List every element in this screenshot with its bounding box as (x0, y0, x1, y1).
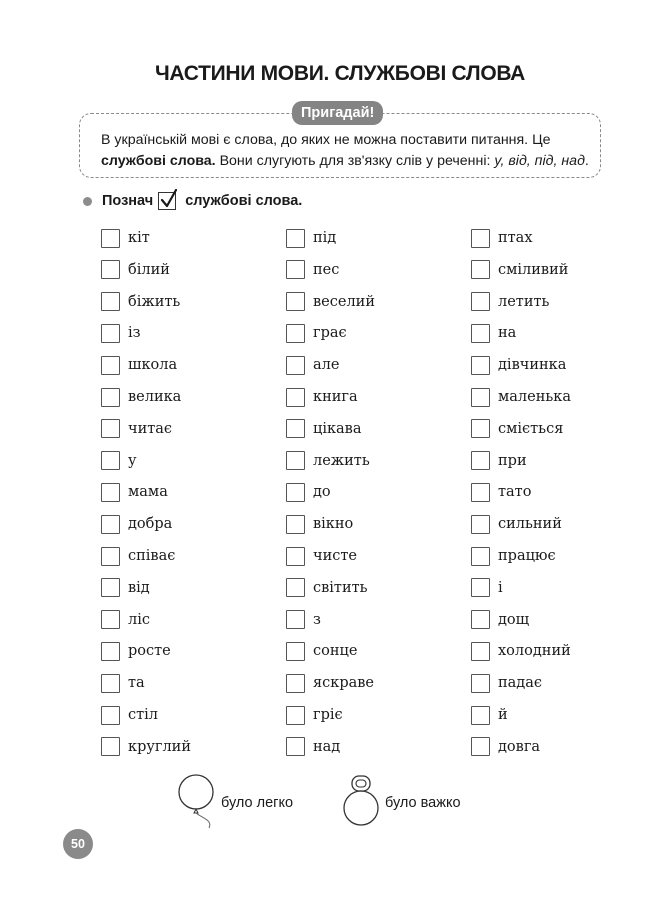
word-label: книга (313, 389, 358, 405)
word-item (101, 419, 172, 439)
reminder-bold-term: службові слова. (101, 153, 216, 169)
word-item (286, 578, 368, 598)
kettlebell-icon (341, 772, 381, 832)
word-item (101, 705, 158, 725)
word-label: над (313, 738, 341, 755)
word-item (101, 482, 168, 502)
word-checkbox[interactable] (286, 260, 305, 279)
word-label: працює (498, 548, 556, 564)
word-label: читає (128, 420, 173, 437)
word-checkbox[interactable] (101, 515, 120, 534)
word-label: летить (498, 293, 550, 310)
word-item (286, 705, 343, 725)
word-checkbox[interactable] (471, 483, 490, 502)
word-label: цікава (313, 420, 362, 437)
word-checkbox[interactable] (286, 229, 305, 248)
word-checkbox[interactable] (471, 642, 490, 661)
checkmark-box-icon (158, 192, 176, 210)
word-label: гріє (313, 707, 343, 723)
word-checkbox[interactable] (471, 324, 490, 343)
word-label: сонце (313, 643, 358, 660)
word-checkbox[interactable] (286, 451, 305, 470)
word-checkbox[interactable] (101, 292, 120, 311)
word-item (471, 610, 529, 630)
word-checkbox[interactable] (471, 578, 490, 597)
word-label: маленька (498, 389, 571, 405)
word-label: кіт (128, 230, 150, 246)
word-label: довга (498, 738, 541, 755)
word-label: під (313, 230, 337, 246)
word-label: лежить (313, 452, 370, 469)
word-label: білий (128, 261, 170, 278)
word-checkbox[interactable] (286, 737, 305, 756)
word-item (101, 578, 150, 598)
word-label: грає (313, 325, 347, 342)
word-label: із (128, 325, 141, 342)
word-label: і (498, 579, 503, 596)
word-label: на (498, 325, 517, 342)
word-checkbox[interactable] (286, 706, 305, 725)
word-label: мама (128, 484, 168, 501)
word-item (101, 387, 181, 407)
word-checkbox[interactable] (471, 388, 490, 407)
bullet-icon (83, 197, 92, 206)
reminder-badge: Пригадай! (292, 101, 383, 125)
word-item (101, 292, 180, 312)
word-checkbox[interactable] (286, 324, 305, 343)
word-checkbox[interactable] (101, 642, 120, 661)
task-prefix: Познач (102, 193, 154, 209)
word-item (286, 228, 336, 248)
word-label: тато (498, 484, 532, 501)
word-label: стіл (128, 707, 158, 723)
word-checkbox[interactable] (471, 674, 490, 693)
word-item (101, 323, 141, 343)
word-checkbox[interactable] (471, 706, 490, 725)
word-label: дощ (498, 611, 530, 628)
word-checkbox[interactable] (471, 547, 490, 566)
word-item (471, 323, 516, 343)
word-item (286, 482, 331, 502)
word-label: пес (313, 261, 340, 278)
word-item (471, 482, 531, 502)
balloon-icon (177, 772, 217, 832)
word-checkbox[interactable] (286, 356, 305, 375)
word-item (286, 323, 347, 343)
word-label: та (128, 675, 145, 692)
word-item (286, 610, 321, 630)
word-item (471, 705, 508, 725)
word-checkbox[interactable] (101, 229, 120, 248)
word-checkbox[interactable] (101, 324, 120, 343)
word-item (101, 673, 145, 693)
word-label: круглий (128, 738, 192, 755)
reminder-examples: у, від, під, над (494, 153, 585, 169)
word-item (286, 260, 339, 280)
word-checkbox[interactable] (101, 547, 120, 566)
word-checkbox[interactable] (101, 356, 120, 375)
word-checkbox[interactable] (101, 388, 120, 407)
word-checkbox[interactable] (471, 451, 490, 470)
word-checkbox[interactable] (286, 674, 305, 693)
word-checkbox[interactable] (471, 260, 490, 279)
word-checkbox[interactable] (286, 483, 305, 502)
word-checkbox[interactable] (101, 674, 120, 693)
word-checkbox[interactable] (286, 292, 305, 311)
word-item (101, 260, 170, 280)
word-checkbox[interactable] (286, 547, 305, 566)
word-item (471, 578, 503, 598)
word-checkbox[interactable] (101, 610, 120, 629)
word-item (101, 451, 137, 471)
word-item (286, 673, 374, 693)
word-checkbox[interactable] (101, 706, 120, 725)
word-item (471, 737, 540, 757)
word-item (286, 419, 361, 439)
word-checkbox[interactable] (101, 260, 120, 279)
word-label: співає (128, 548, 176, 564)
word-item (101, 546, 175, 566)
word-label: сміється (498, 420, 564, 437)
word-item (471, 228, 533, 248)
word-item (471, 419, 563, 439)
word-item (101, 610, 150, 630)
word-item (101, 228, 150, 248)
word-label: школа (128, 357, 178, 374)
rating-hard[interactable] (341, 772, 461, 832)
word-label: росте (128, 643, 171, 660)
word-item (286, 355, 339, 375)
word-item (286, 451, 370, 471)
reminder-text-part2: Вони слугують для зв'язку слів у реченні: (215, 153, 495, 169)
word-checkbox[interactable] (286, 515, 305, 534)
word-checkbox[interactable] (471, 515, 490, 534)
word-label: дівчинка (498, 357, 567, 374)
word-item (471, 260, 568, 280)
word-label: яскраве (313, 675, 375, 692)
word-checkbox[interactable] (471, 737, 490, 756)
word-label: світить (313, 579, 368, 596)
word-item (286, 737, 340, 757)
word-checkbox[interactable] (471, 229, 490, 248)
page-number: 50 (63, 829, 93, 859)
word-label: з (313, 611, 321, 628)
word-checkbox[interactable] (286, 578, 305, 597)
word-item (101, 355, 177, 375)
word-label: у (128, 452, 137, 469)
word-label: біжить (128, 293, 181, 310)
word-checkbox[interactable] (101, 737, 120, 756)
word-label: вікно (313, 516, 354, 533)
word-checkbox[interactable] (286, 419, 305, 438)
word-item (471, 673, 542, 693)
word-checkbox[interactable] (286, 642, 305, 661)
rating-hard-label: було важко (385, 795, 461, 811)
word-item (286, 292, 375, 312)
word-item (471, 641, 571, 661)
word-label: добра (128, 516, 173, 533)
task-instruction (83, 190, 302, 212)
word-label: птах (498, 230, 533, 246)
word-checkbox[interactable] (471, 610, 490, 629)
word-item (286, 387, 358, 407)
word-label: чисте (313, 548, 357, 564)
reminder-end: . (584, 153, 589, 169)
word-label: ліс (128, 611, 150, 628)
word-item (471, 292, 549, 312)
word-checkbox[interactable] (101, 578, 120, 597)
word-checkbox[interactable] (286, 610, 305, 629)
word-item (286, 641, 357, 661)
word-item (101, 514, 172, 534)
word-checkbox[interactable] (101, 451, 120, 470)
word-label: сильний (498, 516, 562, 533)
word-checkbox[interactable] (471, 292, 490, 311)
rating-easy[interactable] (177, 772, 293, 832)
task-suffix: службові слова. (185, 193, 303, 209)
word-label: при (498, 452, 527, 469)
word-label: до (313, 484, 331, 501)
word-item (471, 514, 562, 534)
word-label: веселий (313, 293, 375, 310)
word-label: холодний (498, 643, 571, 660)
word-item (286, 514, 353, 534)
word-label: від (128, 579, 150, 596)
page-title: ЧАСТИНИ МОВИ. СЛУЖБОВІ СЛОВА (154, 62, 526, 85)
word-label: сміливий (498, 261, 569, 278)
word-item (101, 737, 191, 757)
reminder-text (101, 130, 591, 172)
word-item (286, 546, 357, 566)
word-item (471, 451, 527, 471)
word-checkbox[interactable] (286, 388, 305, 407)
word-checkbox[interactable] (101, 419, 120, 438)
rating-easy-label: було легко (221, 795, 294, 811)
word-label: падає (498, 675, 543, 692)
word-checkbox[interactable] (101, 483, 120, 502)
word-item (471, 355, 566, 375)
reminder-text-part1: В українській мові є слова, до яких не можна поставити питання. Це (101, 132, 551, 148)
word-label: велика (128, 389, 182, 405)
word-label: й (498, 707, 508, 723)
word-item (101, 641, 171, 661)
word-label: але (313, 357, 340, 374)
word-checkbox[interactable] (471, 356, 490, 375)
word-checkbox[interactable] (471, 419, 490, 438)
word-item (471, 387, 571, 407)
word-item (471, 546, 556, 566)
